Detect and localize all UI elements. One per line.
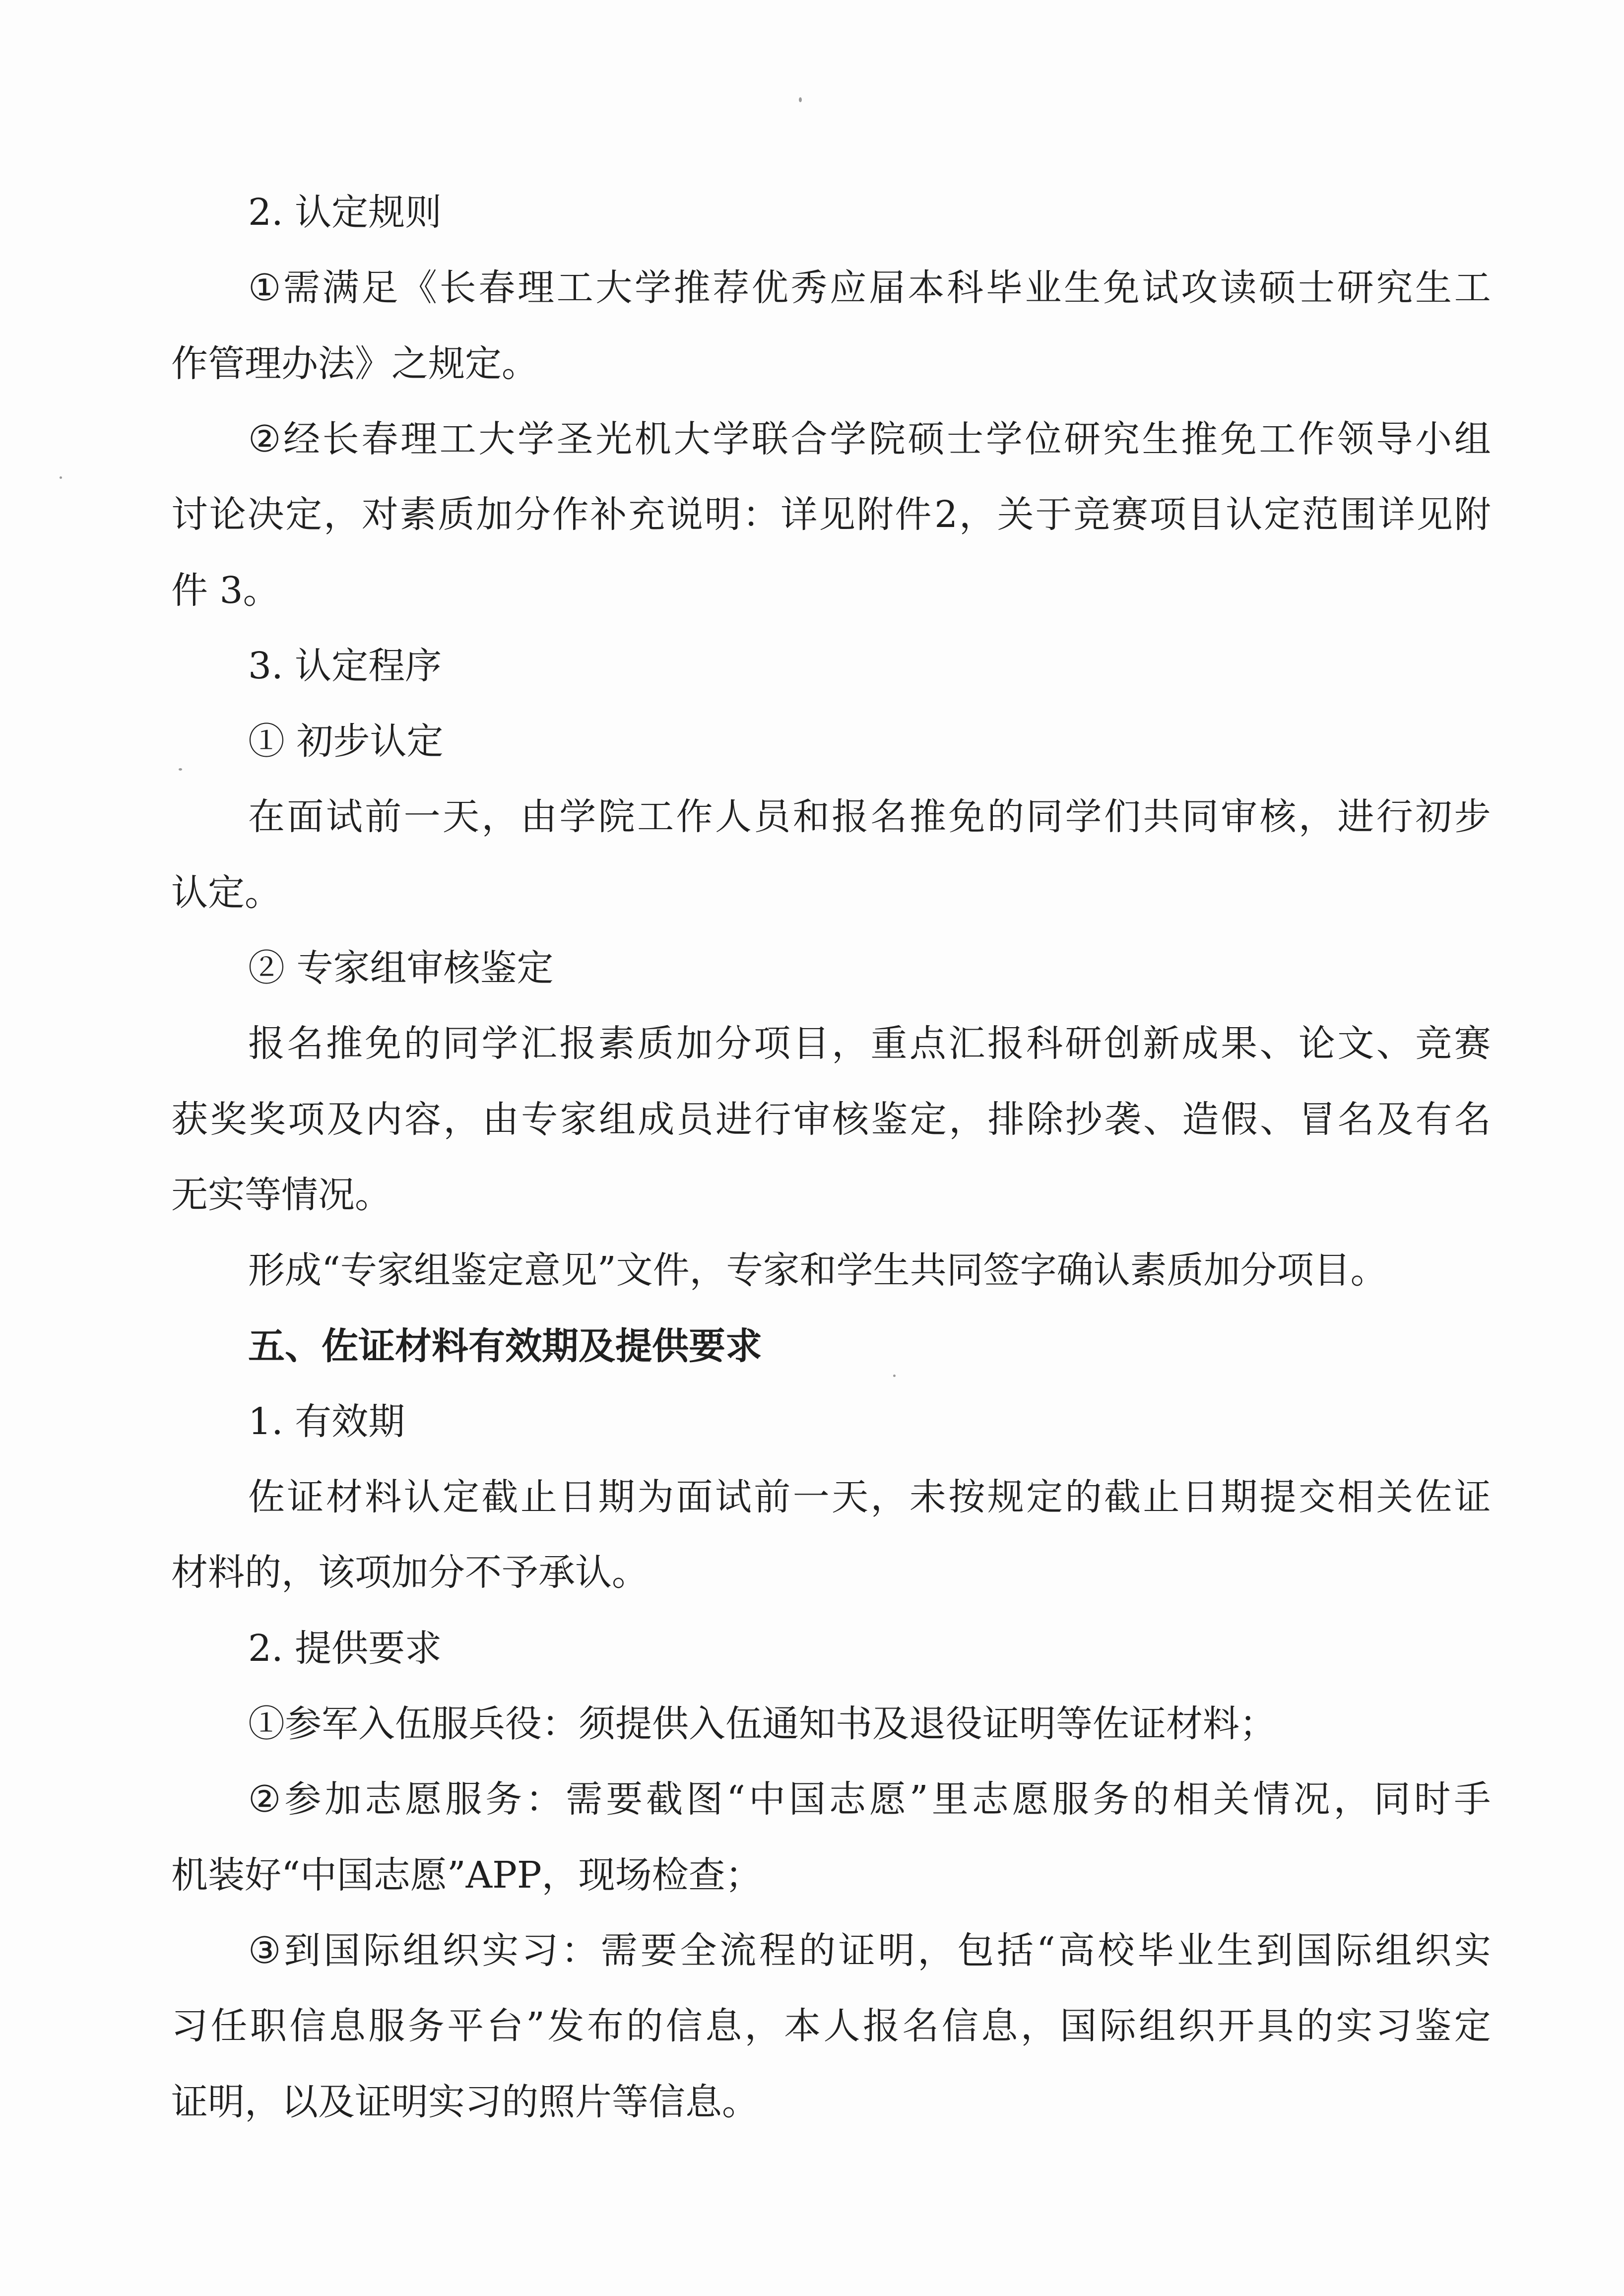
text-line: ③ 到 国 际 组 织 实 习 ： 需 要 全 流 程 的 证 明 ， 包 括 “ 高 校 毕 业 生 到 国 际 组 织 实 — [248, 1929, 1491, 1972]
text-line: 认定。 — [171, 871, 281, 914]
section-heading: 五、佐证材料有效期及提供要求 — [248, 1325, 762, 1368]
text-line: 习 任 职 信 息 服 务 平 台 ” 发 布 的 信 息 ， 本 人 报 名 信 息 ， 国 际 组 织 开 具 的 实 习 鉴 定 — [171, 2005, 1491, 2047]
scan-speck — [799, 97, 802, 102]
text-line: 2. 提供要求 — [248, 1627, 442, 1670]
text-line: ② 参 加 志 愿 服 务 ： 需 要 截 图 “ 中 国 志 愿 ” 里 志 愿 服 务 的 相 关 情 况 ， 同 时 手 — [248, 1778, 1491, 1821]
scan-speck — [60, 476, 62, 479]
text-line: 佐 证 材 料 认 定 截 止 日 期 为 面 试 前 一 天 ， 未 按 规 定 的 截 止 日 期 提 交 相 关 佐 证 — [248, 1476, 1491, 1518]
text-line: 在 面 试 前 一 天 ， 由 学 院 工 作 人 员 和 报 名 推 免 的 同 学 们 共 同 审 核 ， 进 行 初 步 — [248, 795, 1491, 838]
text-line: 件 3。 — [171, 569, 280, 612]
text-line: 获 奖 奖 项 及 内 容 ， 由 专 家 组 成 员 进 行 审 核 鉴 定 ， 排 除 抄 袭 、 造 假 、 冒 名 及 有 名 — [171, 1098, 1491, 1141]
text-line: 讨 论 决 定 ， 对 素 质 加 分 作 补 充 说 明 ： 详 见 附 件 2 ， 关 于 竞 赛 项 目 认 定 范 围 详 见 附 — [171, 493, 1491, 536]
text-line: ①参军入伍服兵役：须提供入伍通知书及退役证明等佐证材料； — [248, 1703, 1276, 1745]
text-line: 证明，以及证明实习的照片等信息。 — [171, 2081, 759, 2123]
text-line: 材料的，该项加分不予承认。 — [171, 1551, 649, 1594]
text-line: ① 初步认定 — [248, 720, 444, 763]
text-line: ② 专家组审核鉴定 — [248, 947, 554, 989]
text-line: 2. 认定规则 — [248, 191, 442, 234]
text-line: 形成“专家组鉴定意见”文件，专家和学生共同签字确认素质加分项目。 — [248, 1249, 1387, 1292]
text-line: 无实等情况。 — [171, 1174, 391, 1216]
text-line: ② 经 长 春 理 工 大 学 圣 光 机 大 学 联 合 学 院 硕 士 学 位 研 究 生 推 免 工 作 领 导 小 组 — [248, 418, 1491, 460]
text-line: 3. 认定程序 — [248, 645, 442, 687]
text-line: 报 名 推 免 的 同 学 汇 报 素 质 加 分 项 目 ， 重 点 汇 报 科 研 创 新 成 果 、 论 文 、 竞 赛 — [248, 1022, 1491, 1065]
text-line: 机装好“中国志愿”APP，现场检查； — [171, 1854, 762, 1897]
text-line: 作管理办法》之规定。 — [171, 342, 538, 385]
scan-speck — [893, 1375, 896, 1377]
text-line: 1. 有效期 — [248, 1400, 405, 1443]
scan-speck — [179, 768, 182, 771]
text-line: ① 需 满 足 《 长 春 理 工 大 学 推 荐 优 秀 应 届 本 科 毕 业 生 免 试 攻 读 硕 士 研 究 生 工 — [248, 266, 1491, 309]
